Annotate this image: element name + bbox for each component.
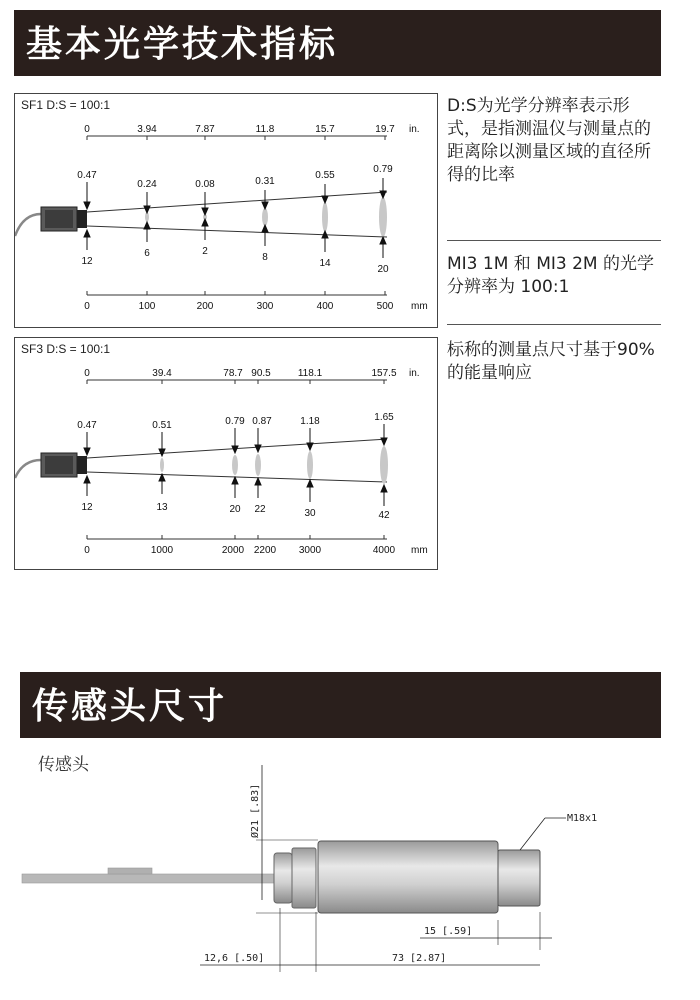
sf1-bottom-unit: mm	[411, 301, 428, 312]
resolution-note: MI3 1M 和 MI3 2M 的光学分辨率为 100:1	[447, 254, 654, 297]
sf1-bottom-tick: 0	[84, 301, 90, 312]
diameter-dimension: Ø21 [.83]	[250, 783, 261, 838]
sf3-spot	[232, 455, 238, 475]
section-title: 基本光学技术指标	[26, 24, 339, 65]
cable-length-dimension: 12,6 [.50]	[204, 953, 265, 964]
sf1-spot-in: 0.24	[137, 179, 157, 190]
sf3-top-tick: 118.1	[297, 368, 323, 379]
sf1-spot-mm: 6	[144, 248, 150, 259]
sf3-spot-mm: 12	[81, 502, 93, 513]
sf3-spot-mm: 20	[229, 504, 241, 515]
sf1-diagram	[15, 94, 439, 329]
sf3-bottom-tick: 3000	[298, 545, 322, 556]
sf1-bottom-tick: 200	[196, 301, 214, 312]
sf3-spot-mm: 13	[156, 502, 168, 513]
sf3-spot	[307, 451, 313, 479]
sf1-arrows	[84, 178, 386, 258]
sf3-spot-mm: 22	[254, 504, 266, 515]
sf1-top-unit: in.	[409, 124, 420, 135]
sf1-top-tick: 15.7	[315, 124, 335, 135]
sf3-top-tick: 90.5	[251, 368, 271, 379]
divider	[447, 324, 661, 325]
sf3-bottom-tick: 2200	[253, 545, 277, 556]
sf3-spot-in: 1.65	[374, 412, 394, 423]
cable	[22, 874, 284, 883]
sf3-spot-mm: 42	[378, 510, 390, 521]
sf3-spot-in: 1.18	[300, 416, 320, 427]
sf1-spot-in: 0.55	[315, 170, 335, 181]
sf1-panel	[14, 93, 438, 328]
sf1-spot-in: 0.47	[77, 170, 97, 181]
sf3-bottom-tick: 4000	[372, 545, 396, 556]
cable-nut	[274, 853, 292, 903]
sensor-label: 传感头	[38, 755, 89, 775]
ds-note: D:S为光学分辨率表示形式，是指测温仪与测量点的距离除以测量区域的直径所得的比率	[447, 96, 651, 185]
body-length-dimension: 73 [2.87]	[392, 953, 447, 964]
sf1-spot-in: 0.79	[373, 164, 393, 175]
sf1-spot-mm: 12	[81, 256, 93, 267]
spot-note: 标称的测量点尺寸基于90%的能量响应	[447, 340, 655, 383]
sf1-spot-mm: 20	[377, 264, 389, 275]
sf1-spot-mm: 2	[202, 246, 208, 257]
front-length-dimension: 15 [.59]	[424, 926, 473, 937]
sf1-bottom-tick: 400	[316, 301, 334, 312]
sf1-spot-in: 0.31	[255, 176, 275, 187]
sf3-spot-in: 0.51	[152, 420, 172, 431]
section-banner-optics	[14, 10, 661, 76]
sf3-bottom-tick: 1000	[150, 545, 174, 556]
sf3-spot-in: 0.47	[77, 420, 97, 431]
sf3-spot	[380, 446, 388, 484]
sf3-spot	[255, 454, 261, 476]
section-title: 传感头尺寸	[32, 686, 228, 727]
sf3-bottom-tick: 0	[84, 545, 90, 556]
sf1-spot	[262, 208, 268, 226]
sf3-diagram	[15, 338, 439, 571]
sf1-bottom-tick: 100	[138, 301, 156, 312]
divider	[447, 240, 661, 241]
sensor-head-drawing	[0, 740, 700, 1000]
sf3-top-unit: in.	[409, 368, 420, 379]
sf1-top-tick: 11.8	[255, 124, 275, 135]
sf3-bottom-tick: 2000	[221, 545, 245, 556]
sf1-spot	[379, 197, 387, 237]
sf1-top-tick: 7.87	[195, 124, 215, 135]
sf1-top-tick: 0	[84, 124, 90, 135]
sf1-spot-in: 0.08	[195, 179, 215, 190]
sf1-title: SF1 D:S = 100:1	[21, 98, 111, 112]
sf1-spot-mm: 14	[319, 258, 331, 269]
sf3-top-tick: 0	[84, 368, 90, 379]
sf3-top-tick: 39.4	[152, 368, 172, 379]
sf3-spot-mm: 30	[304, 508, 316, 519]
sf3-top-tick: 78.7	[223, 368, 243, 379]
sf3-spot	[160, 458, 164, 472]
thread-label: M18x1	[567, 813, 598, 824]
sf1-top-tick: 3.94	[137, 124, 157, 135]
sf3-spot-in: 0.87	[252, 416, 272, 427]
section-banner-dimensions	[20, 672, 661, 738]
sf3-panel	[14, 337, 438, 570]
sf3-title: SF3 D:S = 100:1	[21, 342, 111, 356]
sf3-bottom-unit: mm	[411, 545, 428, 556]
sensor-body	[318, 841, 498, 913]
sf3-spot-in: 0.79	[225, 416, 245, 427]
sf1-top-tick: 19.7	[375, 124, 395, 135]
sf1-spot-mm: 8	[262, 252, 268, 263]
sf3-top-tick: 157.5	[371, 368, 397, 379]
front-thread	[498, 850, 540, 906]
sf1-spot	[322, 202, 328, 232]
sf1-bottom-tick: 300	[256, 301, 274, 312]
sf1-bottom-tick: 500	[376, 301, 394, 312]
